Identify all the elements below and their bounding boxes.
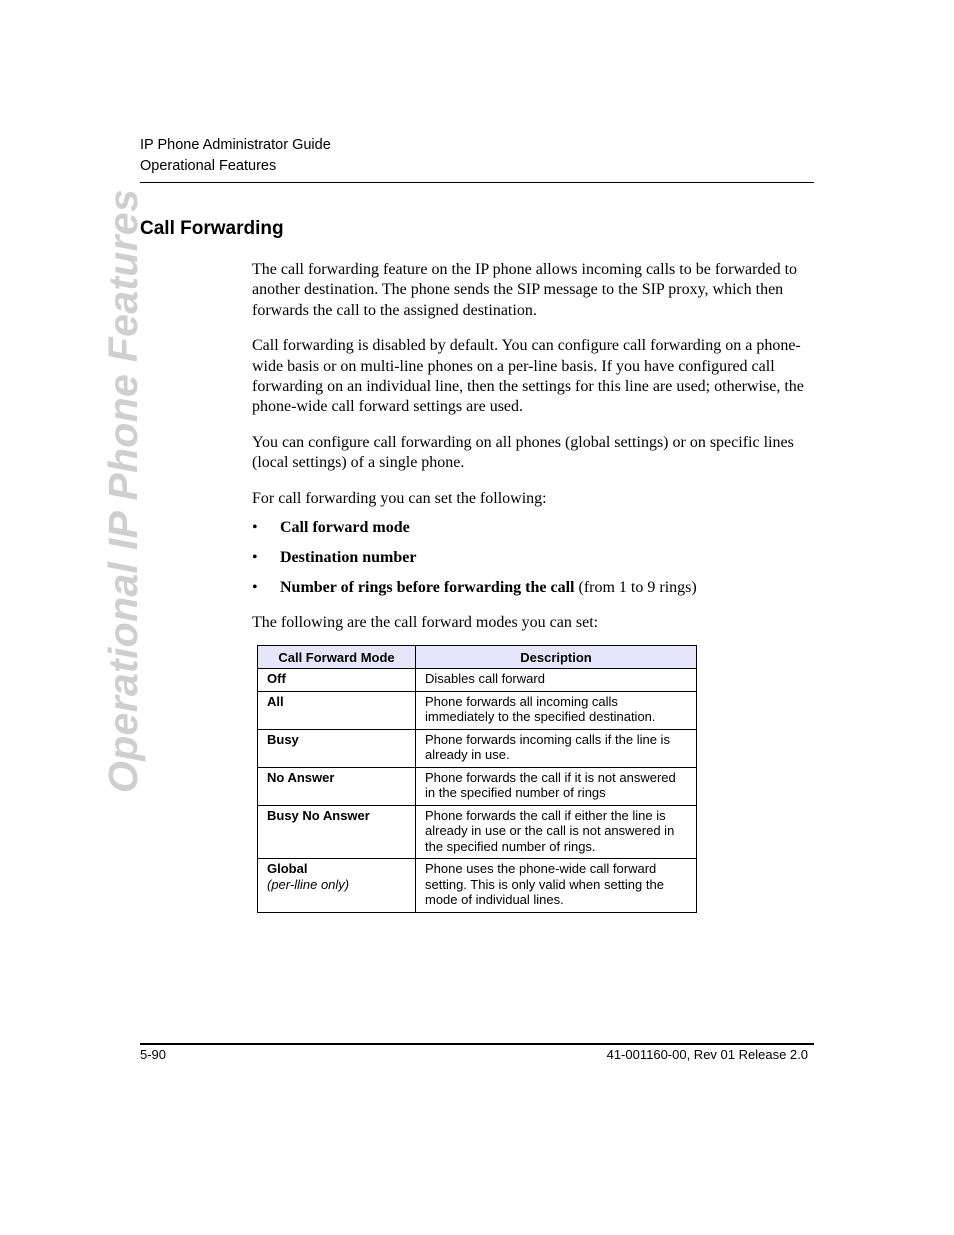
description-cell: Disables call forward — [416, 669, 697, 692]
description-cell: Phone forwards incoming calls if the line is already in use. — [416, 729, 697, 767]
mode-cell — [258, 805, 416, 859]
section-title: Call Forwarding — [140, 218, 284, 239]
header-guide-title: IP Phone Administrator Guide — [140, 137, 331, 153]
side-chapter-title: Operational IP Phone Features — [100, 188, 146, 793]
bullet-glyph: • — [252, 519, 258, 537]
table-header-row — [258, 646, 697, 669]
mode-name: Global — [267, 861, 308, 876]
mode-cell — [258, 691, 416, 729]
list-item-bold: Destination number — [280, 549, 417, 567]
description-cell: Phone forwards the call if it is not answered in the specified number of rings — [416, 767, 697, 805]
header-chapter-title: Operational Features — [140, 158, 277, 174]
body-text — [252, 260, 814, 649]
mode-note: (per-lline only) — [267, 876, 350, 892]
mode-name: All — [267, 693, 284, 709]
list-item-rest: (from 1 to 9 rings) — [574, 579, 697, 597]
page-number: 5-90 — [140, 1047, 167, 1062]
mode-name: Busy — [267, 731, 299, 747]
mode-name: No Answer — [267, 769, 335, 785]
mode-cell — [258, 767, 416, 805]
table-row — [258, 805, 697, 859]
bullet-glyph: • — [252, 549, 258, 567]
mode-cell — [258, 729, 416, 767]
list-item — [252, 548, 814, 568]
list-item — [252, 518, 814, 538]
header-divider — [140, 182, 814, 183]
table-row — [258, 691, 697, 729]
table-row — [258, 669, 697, 692]
list-item — [252, 578, 814, 598]
footer-divider — [140, 1043, 814, 1045]
list-item-bold: Number of rings before forwarding the call — [280, 579, 575, 597]
table-row — [258, 767, 697, 805]
mode-name: Busy No Answer — [267, 807, 370, 823]
paragraph: You can configure call forwarding on all phones (global settings) or on specific lines (local settings) of a single phone. — [252, 434, 794, 472]
list-item-bold: Call forward mode — [280, 519, 410, 537]
paragraph: For call forwarding you can set the following: — [252, 490, 547, 508]
settings-list — [252, 518, 814, 598]
document-id: 41-001160-00, Rev 01 Release 2.0 — [606, 1047, 808, 1062]
running-header — [140, 135, 331, 177]
description-cell: Phone uses the phone-wide call forward setting. This is only valid when setting the mode of individual lines. — [416, 859, 697, 913]
bullet-glyph: • — [252, 579, 258, 597]
column-header-description: Description — [416, 646, 697, 669]
table-row — [258, 729, 697, 767]
call-forward-modes-table — [257, 645, 697, 913]
mode-cell — [258, 669, 416, 692]
description-cell: Phone forwards the call if either the line is already in use or the call is not answered in the specified number of rings. — [416, 805, 697, 859]
column-header-mode: Call Forward Mode — [258, 646, 416, 669]
table-row — [258, 859, 697, 913]
mode-cell — [258, 859, 416, 913]
description-cell: Phone forwards all incoming calls immediately to the specified destination. — [416, 691, 697, 729]
table-intro: The following are the call forward modes you can set: — [252, 614, 599, 632]
paragraph: The call forwarding feature on the IP phone allows incoming calls to be forwarded to another destination. The phone sends the SIP message to the SIP proxy, which then forwards the call to the assigned destination. — [252, 261, 798, 319]
paragraph: Call forwarding is disabled by default. You can configure call forwarding on a phone-wide basis or on multi-line phones on a per-line basis. If you have configured call forwarding on an individual line, then the settings for this line are used; otherwise, the phone-wide call forward settings are used. — [252, 337, 804, 416]
mode-name: Off — [267, 671, 286, 686]
